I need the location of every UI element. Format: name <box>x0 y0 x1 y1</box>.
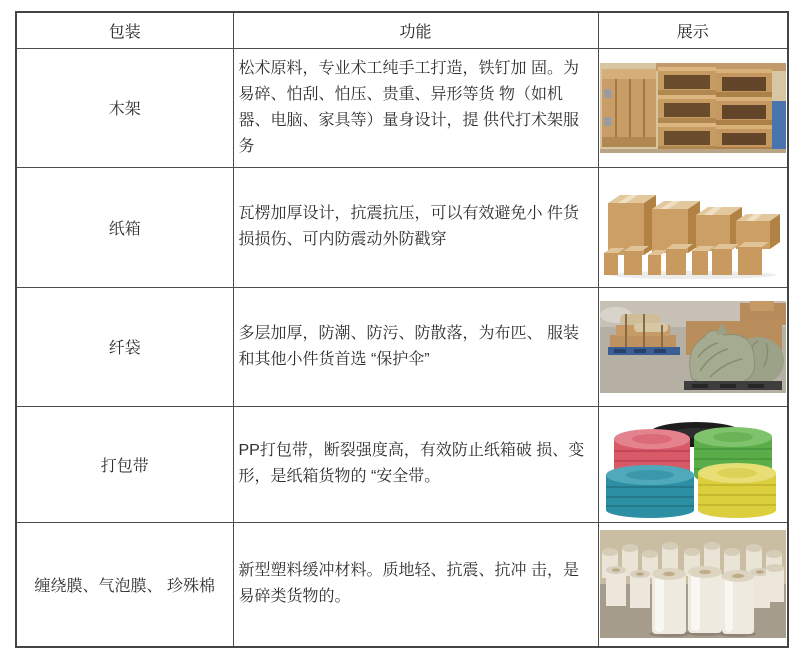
function-text: 新型塑料缓冲材料。质地轻、抗震、抗冲 击，是易碎类货物的。 <box>233 522 598 647</box>
function-text: 多层加厚，防潮、防污、防散落，为布匹、 服装和其他小件货首选 “保护伞” <box>233 287 598 406</box>
table-row-wooden-frame <box>16 48 788 167</box>
cardboard-boxes-photo <box>600 173 786 281</box>
strapping-rolls-photo <box>600 409 786 519</box>
woven-bags-photo <box>600 301 786 393</box>
table-row-stretch-film <box>16 522 788 647</box>
header-row <box>16 12 788 48</box>
packaging-name: 缠绕膜、气泡膜、 珍殊棉 <box>16 522 233 647</box>
packaging-name: 纤袋 <box>16 287 233 406</box>
table-row-packing-strap <box>16 406 788 522</box>
stretch-film-rolls-photo <box>600 530 786 638</box>
packaging-name: 纸箱 <box>16 167 233 287</box>
col-header-function: 功能 <box>233 12 598 48</box>
table-row-carton <box>16 167 788 287</box>
packaging-table <box>15 11 789 648</box>
col-header-display: 展示 <box>598 12 788 48</box>
packaging-name: 木架 <box>16 48 233 167</box>
table-row-fiber-bag <box>16 287 788 406</box>
function-text: 瓦楞加厚设计，抗震抗压，可以有效避免小 件货损损伤、可内防震动外防戳穿 <box>233 167 598 287</box>
col-header-packaging: 包装 <box>16 12 233 48</box>
wooden-crates-photo <box>600 63 786 153</box>
packaging-name: 打包带 <box>16 406 233 522</box>
function-text: 松术原料，专业术工纯手工打造，铁钉加 固。为易碎、怕刮、怕压、贵重、异形等货 物（如机器、电脑、家具等）量身设计，提 供代打术架服务 <box>233 48 598 167</box>
display-cell <box>598 287 788 406</box>
display-cell <box>598 167 788 287</box>
function-text: PP打包带，断裂强度高，有效防止纸箱破 损、变形，是纸箱货物的 “安全带。 <box>233 406 598 522</box>
display-cell <box>598 522 788 647</box>
display-cell <box>598 406 788 522</box>
display-cell <box>598 48 788 167</box>
